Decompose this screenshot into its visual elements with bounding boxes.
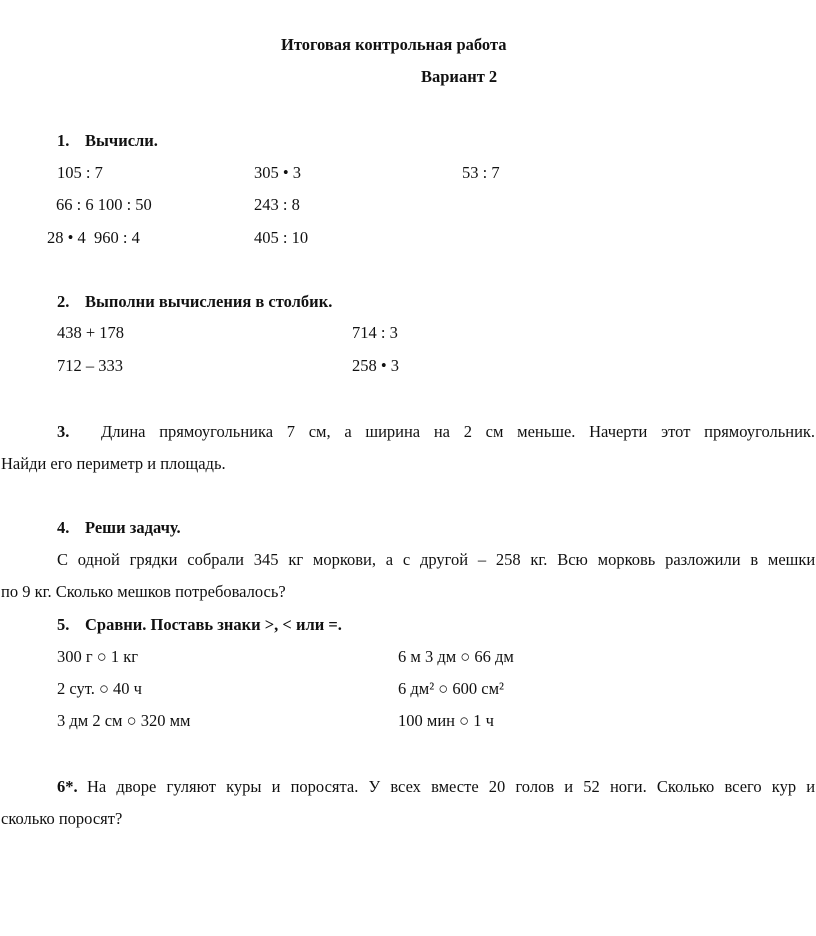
task1-expression: 243 : 8 [254,195,300,214]
task5-comparison: 2 сут. ○ 40 ч [57,679,142,698]
task2-expression: 258 • 3 [352,356,400,375]
task1-expression: 28 • 4 960 : 4 [47,228,140,247]
task3-text-line2: Найди его периметр и площадь. [1,454,226,473]
page-title: Итоговая контрольная работа [281,35,507,54]
task5-comparison: 100 мин ○ 1 ч [398,711,494,730]
task5-number: 5. [57,615,70,634]
task1-expression: 105 : 7 [57,163,103,182]
task1-number: 1. [57,131,70,150]
task4-text-line1: С одной грядки собрали 345 кг моркови, а с другой – 258 кг. Всю морковь разложили в мешки [57,550,816,569]
task4-number: 4. [57,518,70,537]
task2-expression: 438 + 178 [57,323,125,342]
task6-text-line2: сколько поросят? [1,809,123,828]
task1-heading: Вычисли. [85,131,158,150]
task6-text-line1: На дворе гуляют куры и поросята. У всех вместе 20 голов и 52 ноги. Сколько всего кур и [87,777,816,796]
task1-expression: 66 : 6 100 : 50 [56,195,152,214]
task5-comparison: 300 г ○ 1 кг [57,647,139,666]
task5-heading: Сравни. Поставь знаки >, < или =. [85,615,342,634]
task3-number: 3. [57,422,70,441]
task4-text-line2: по 9 кг. Сколько мешков потребовалось? [1,582,286,601]
task5-comparison: 6 м 3 дм ○ 66 дм [398,647,514,666]
task2-number: 2. [57,292,70,311]
variant-label: Вариант 2 [421,67,498,86]
task1-expression: 305 • 3 [254,163,302,182]
task4-heading: Реши задачу. [85,518,181,537]
task2-heading: Выполни вычисления в столбик. [85,292,333,311]
task2-expression: 712 – 333 [57,356,123,375]
task5-comparison: 6 дм² ○ 600 см² [398,679,504,698]
task5-comparison: 3 дм 2 см ○ 320 мм [57,711,191,730]
task2-expression: 714 : 3 [352,323,398,342]
task1-expression: 405 : 10 [254,228,309,247]
task1-expression: 53 : 7 [462,163,500,182]
task3-text-line1: Длина прямоугольника 7 см, а ширина на 2 см меньше. Начерти этот прямоугольник. [101,422,816,441]
task6-number: 6*. [57,777,78,796]
